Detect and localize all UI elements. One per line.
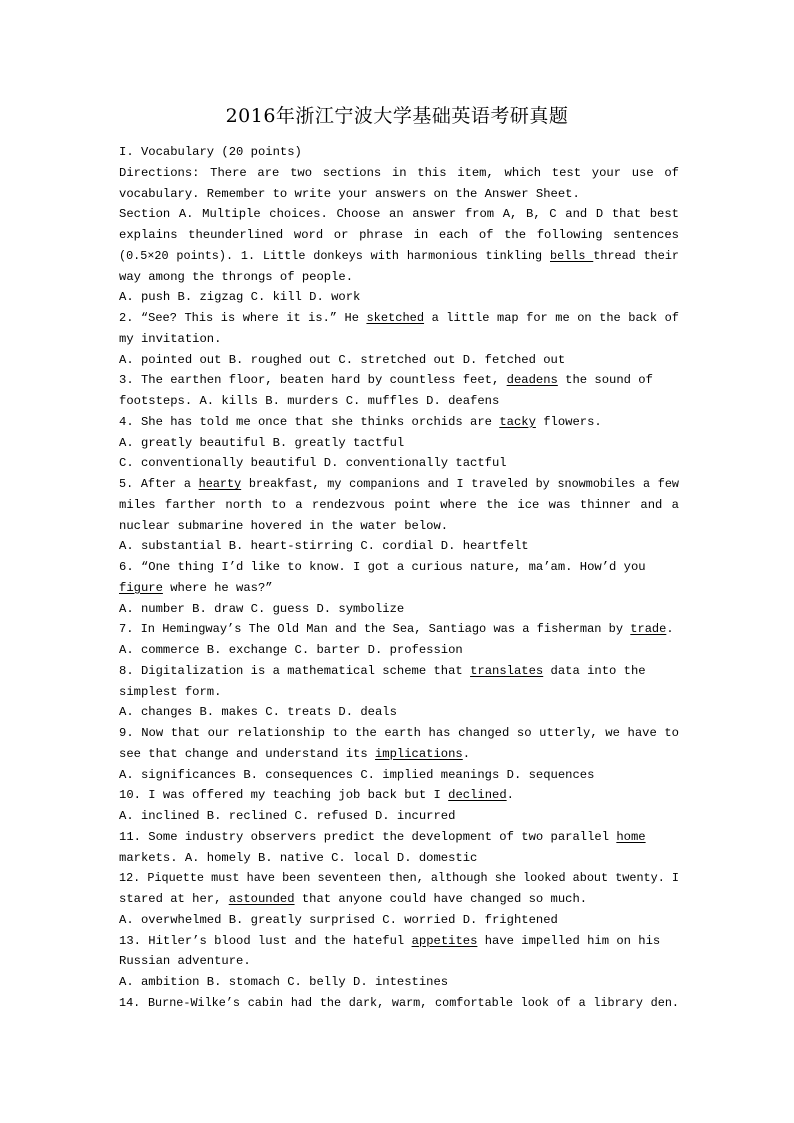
text-line	[119, 287, 679, 308]
line-text: A. ambition B. stomach C. belly D. intestines	[119, 975, 449, 989]
line-text: A. overwhelmed B. greatly surprised C. worried D. frightened	[119, 912, 558, 927]
text-line	[119, 557, 679, 578]
page-title: 2016年浙江宁波大学基础英语考研真题	[225, 105, 569, 127]
line-text: 5. After a	[119, 477, 199, 491]
text-line	[119, 578, 679, 599]
text-line	[119, 412, 679, 433]
line-text: 14. Burne-Wilke’s cabin had the dark, warm, comfortable look of a library den.	[119, 995, 679, 1010]
line-text: A. greatly beautiful B. greatly tactful	[119, 435, 405, 450]
text-line	[119, 868, 679, 889]
text-line	[119, 619, 679, 640]
line-text: see that change and understand its	[119, 746, 375, 761]
text-line	[119, 661, 679, 682]
text-line	[119, 474, 679, 495]
text-line	[119, 744, 679, 765]
text-line	[119, 370, 679, 391]
line-text: A. inclined B. reclined C. refused D. incurred	[119, 809, 456, 823]
line-text-after: a little map for me on the back of	[424, 311, 679, 325]
underlined-word: home	[616, 829, 646, 844]
line-text: A. changes B. makes C. treats D. deals	[119, 705, 397, 720]
text-line	[119, 993, 679, 1014]
line-text: 10. I was offered my teaching job back but I	[119, 788, 449, 803]
underlined-word: hearty	[198, 477, 242, 491]
text-line	[119, 184, 679, 205]
text-line	[119, 848, 679, 869]
line-text: explains theunderlined word or phrase in each of the following sentences	[119, 228, 679, 242]
underlined-word: declined	[448, 788, 507, 803]
line-text: A. pointed out B. roughed out C. stretched out D. fetched out	[119, 352, 566, 367]
line-text: vocabulary. Remember to write your answers on the Answer Sheet.	[119, 186, 580, 201]
line-text: Russian adventure.	[119, 954, 251, 969]
line-text-after: data into the	[543, 663, 646, 678]
text-line	[119, 889, 679, 910]
line-text: A. substantial B. heart-stirring C. cordial D. heartfelt	[119, 539, 529, 554]
text-line	[119, 806, 679, 827]
text-line	[119, 516, 679, 537]
line-text: I. Vocabulary (20 points)	[119, 145, 302, 159]
line-text: Directions: There are two sections in this item, which test your use of	[119, 165, 679, 180]
line-text: 7. In Hemingway’s The Old Man and the Sea, Santiago was a fisherman by	[119, 622, 631, 637]
line-text-after: breakfast, my companions and I traveled by snowmobiles a few	[241, 477, 679, 491]
line-text-after: the sound of	[557, 373, 653, 388]
line-text: A. commerce B. exchange C. barter D. profession	[119, 643, 463, 657]
underlined-word: trade	[630, 622, 667, 637]
text-line	[119, 308, 679, 329]
line-text: 12. Piquette must have been seventeen then, although she looked about twenty. I	[119, 871, 679, 886]
line-text: 4. She has told me once that she thinks orchids are	[119, 414, 500, 429]
text-line	[119, 723, 679, 744]
text-line	[119, 765, 679, 786]
underlined-word: deadens	[506, 373, 558, 388]
text-line	[119, 329, 679, 350]
text-line	[119, 682, 679, 703]
text-line	[119, 433, 679, 454]
line-text: Section A. Multiple choices. Choose an answer from A, B, C and D that best	[119, 207, 679, 222]
line-text: 3. The earthen floor, beaten hard by countless feet,	[119, 373, 507, 388]
line-text: nuclear submarine hovered in the water below.	[119, 518, 449, 533]
line-text-after: .	[462, 746, 471, 761]
line-text-after: flowers.	[535, 414, 602, 429]
line-text: 13. Hitler’s blood lust and the hateful	[119, 933, 412, 948]
text-line	[119, 453, 679, 474]
line-text: 6. “One thing I’d like to know. I got a curious nature, ma’am. How’d you	[119, 560, 646, 574]
line-text: 9. Now that our relationship to the earth has changed so utterly, we have to	[119, 726, 679, 740]
text-line	[119, 827, 679, 848]
text-line	[119, 225, 679, 246]
text-line	[119, 599, 679, 620]
text-line	[119, 972, 679, 993]
line-text-after: where he was?”	[162, 580, 273, 595]
underlined-word: bells	[550, 248, 594, 263]
text-line	[119, 350, 679, 371]
line-text: stared at her,	[119, 892, 229, 906]
text-line	[119, 785, 679, 806]
line-text: A. push B. zigzag C. kill D. work	[119, 290, 361, 305]
line-text: way among the throngs of people.	[119, 269, 354, 284]
line-text: (0.5×20 points). 1. Little donkeys with harmonious tinkling	[119, 248, 550, 263]
line-text: 11. Some industry observers predict the development of two parallel	[119, 829, 617, 844]
line-text-after: .	[506, 788, 514, 803]
line-text-after: that anyone could have changed so much.	[294, 892, 588, 906]
line-text: 2. “See? This is where it is.” He	[119, 311, 367, 325]
exam-body	[119, 142, 679, 1014]
text-line	[119, 495, 679, 516]
text-line	[119, 267, 679, 288]
text-line	[119, 910, 679, 931]
line-text: footsteps. A. kills B. murders C. muffles D. deafens	[119, 394, 500, 408]
line-text: markets. A. homely B. native C. local D. domestic	[119, 850, 478, 865]
line-text: A. significances B. consequences C. implied meanings D. sequences	[119, 767, 595, 782]
line-text-after: thread their	[593, 248, 679, 263]
line-text: my invitation.	[119, 331, 222, 346]
underlined-word: translates	[470, 663, 544, 678]
line-text: C. conventionally beautiful D. conventionally tactful	[119, 456, 507, 471]
line-text-after: have impelled him on his	[477, 933, 661, 948]
line-text: miles farther north to a rendezvous point where the ice was thinner and a	[119, 497, 679, 512]
text-line	[119, 204, 679, 225]
text-line	[119, 951, 679, 972]
text-line	[119, 702, 679, 723]
underlined-word: figure	[119, 580, 163, 595]
underlined-word: tacky	[499, 414, 536, 429]
underlined-word: sketched	[366, 311, 425, 325]
underlined-word: implications	[374, 746, 463, 761]
line-text-after: .	[666, 622, 674, 637]
line-text: 8. Digitalization is a mathematical scheme that	[119, 663, 471, 678]
line-text: simplest form.	[119, 684, 222, 699]
text-line	[119, 640, 679, 661]
text-line	[119, 163, 679, 184]
underlined-word: appetites	[411, 933, 478, 948]
text-line	[119, 391, 679, 412]
text-line	[119, 536, 679, 557]
text-line	[119, 931, 679, 952]
text-line	[119, 246, 679, 267]
underlined-word: astounded	[228, 892, 295, 906]
text-line	[119, 142, 679, 163]
line-text: A. number B. draw C. guess D. symbolize	[119, 601, 405, 616]
